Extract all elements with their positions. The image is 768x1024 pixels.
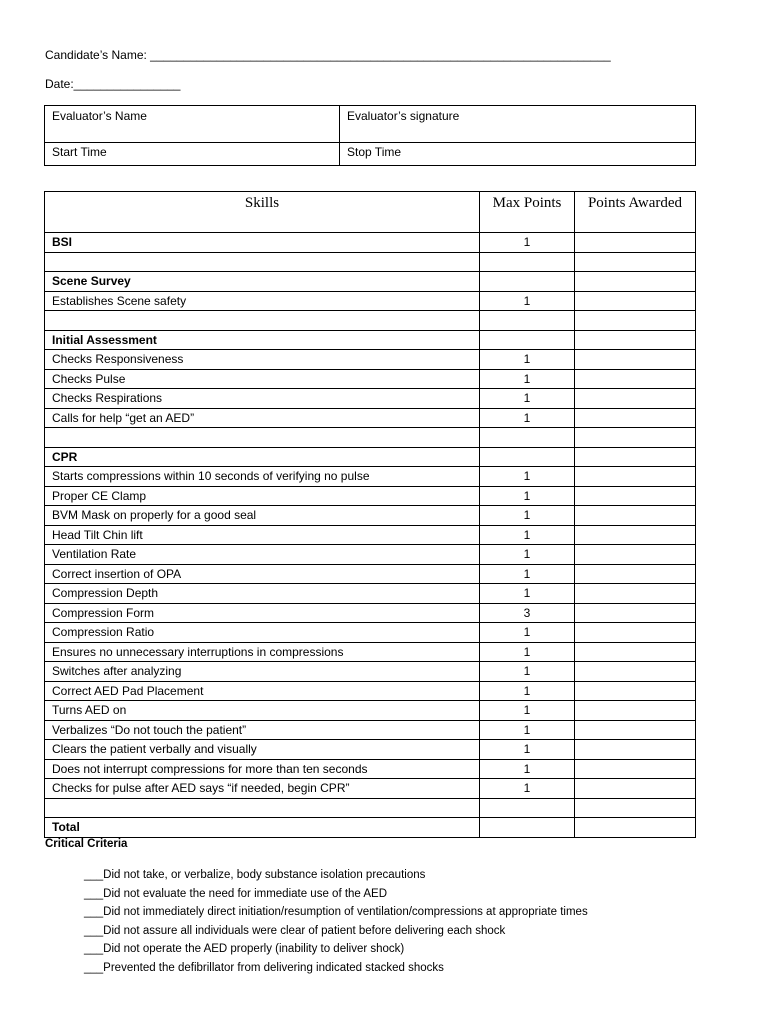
max-points-cell: 1 bbox=[480, 408, 575, 428]
max-points-cell: 1 bbox=[480, 350, 575, 370]
max-points-cell: 1 bbox=[480, 779, 575, 799]
points-awarded-cell[interactable] bbox=[575, 681, 696, 701]
table-row bbox=[45, 642, 696, 662]
max-points-cell: 1 bbox=[480, 564, 575, 584]
points-awarded-cell[interactable] bbox=[575, 564, 696, 584]
points-awarded-cell[interactable] bbox=[575, 233, 696, 253]
table-row bbox=[45, 330, 696, 350]
critical-criteria-item: ___Did not evaluate the need for immediate use of the AED bbox=[84, 887, 388, 900]
table-row bbox=[45, 272, 696, 292]
table-row bbox=[45, 681, 696, 701]
points-awarded-cell[interactable] bbox=[575, 428, 696, 448]
skill-cell: Starts compressions within 10 seconds of verifying no pulse bbox=[45, 467, 480, 487]
points-awarded-cell[interactable] bbox=[575, 603, 696, 623]
date-line: Date:________________ bbox=[45, 77, 181, 91]
table-row bbox=[45, 759, 696, 779]
table-row bbox=[45, 350, 696, 370]
skill-cell: Switches after analyzing bbox=[45, 662, 480, 682]
max-points-cell: 1 bbox=[480, 486, 575, 506]
table-row bbox=[45, 408, 696, 428]
skill-cell: Proper CE Clamp bbox=[45, 486, 480, 506]
skill-cell: Compression Depth bbox=[45, 584, 480, 604]
skill-cell: CPR bbox=[45, 447, 480, 467]
table-row bbox=[45, 564, 696, 584]
header-skills: Skills bbox=[45, 192, 480, 233]
max-points-cell: 1 bbox=[480, 642, 575, 662]
max-points-cell bbox=[480, 272, 575, 292]
table-row bbox=[45, 291, 696, 311]
max-points-cell: 1 bbox=[480, 291, 575, 311]
max-points-cell bbox=[480, 330, 575, 350]
table-row bbox=[45, 720, 696, 740]
table-row bbox=[45, 603, 696, 623]
table-row bbox=[45, 252, 696, 272]
table-row bbox=[45, 584, 696, 604]
max-points-cell bbox=[480, 798, 575, 818]
evaluator-signature-cell: Evaluator’s signature bbox=[340, 106, 696, 143]
max-points-cell: 1 bbox=[480, 506, 575, 526]
skill-cell: Establishes Scene safety bbox=[45, 291, 480, 311]
skill-cell: BSI bbox=[45, 233, 480, 253]
stop-time-cell: Stop Time bbox=[340, 143, 696, 166]
points-awarded-cell[interactable] bbox=[575, 701, 696, 721]
critical-criteria-title: Critical Criteria bbox=[45, 838, 128, 850]
skill-cell: Verbalizes “Do not touch the patient” bbox=[45, 720, 480, 740]
points-awarded-cell[interactable] bbox=[575, 467, 696, 487]
table-row bbox=[45, 467, 696, 487]
skill-cell: Checks for pulse after AED says “if needed, begin CPR” bbox=[45, 779, 480, 799]
skill-cell: BVM Mask on properly for a good seal bbox=[45, 506, 480, 526]
evaluator-table bbox=[44, 105, 696, 166]
max-points-cell: 1 bbox=[480, 389, 575, 409]
skill-cell bbox=[45, 428, 480, 448]
table-row bbox=[45, 662, 696, 682]
skill-cell: Checks Responsiveness bbox=[45, 350, 480, 370]
critical-criteria-item: ___Prevented the defibrillator from delivering indicated stacked shocks bbox=[84, 961, 444, 974]
table-row bbox=[45, 428, 696, 448]
points-awarded-cell[interactable] bbox=[575, 486, 696, 506]
skills-table-header bbox=[45, 192, 696, 233]
table-row bbox=[45, 740, 696, 760]
points-awarded-cell[interactable] bbox=[575, 506, 696, 526]
points-awarded-cell[interactable] bbox=[575, 408, 696, 428]
table-row bbox=[45, 818, 696, 838]
table-row bbox=[45, 233, 696, 253]
skill-cell: Turns AED on bbox=[45, 701, 480, 721]
skill-cell: Checks Pulse bbox=[45, 369, 480, 389]
points-awarded-cell[interactable] bbox=[575, 818, 696, 838]
critical-criteria-item: ___Did not take, or verbalize, body substance isolation precautions bbox=[84, 869, 426, 881]
skill-cell bbox=[45, 311, 480, 331]
table-row bbox=[45, 545, 696, 565]
max-points-cell bbox=[480, 428, 575, 448]
skill-cell: Compression Ratio bbox=[45, 623, 480, 643]
points-awarded-cell[interactable] bbox=[575, 447, 696, 467]
max-points-cell: 1 bbox=[480, 662, 575, 682]
skill-cell bbox=[45, 252, 480, 272]
skill-cell: Scene Survey bbox=[45, 272, 480, 292]
points-awarded-cell[interactable] bbox=[575, 545, 696, 565]
table-row bbox=[45, 779, 696, 799]
points-awarded-cell[interactable] bbox=[575, 798, 696, 818]
points-awarded-cell[interactable] bbox=[575, 291, 696, 311]
points-awarded-cell[interactable] bbox=[575, 720, 696, 740]
max-points-cell: 1 bbox=[480, 467, 575, 487]
max-points-cell: 1 bbox=[480, 623, 575, 643]
skill-cell: Ensures no unnecessary interruptions in compressions bbox=[45, 642, 480, 662]
skill-cell: Head Tilt Chin lift bbox=[45, 525, 480, 545]
start-time-cell: Start Time bbox=[45, 143, 340, 166]
table-row bbox=[45, 447, 696, 467]
skill-cell bbox=[45, 798, 480, 818]
skills-table bbox=[44, 191, 696, 838]
points-awarded-cell[interactable] bbox=[575, 525, 696, 545]
points-awarded-cell[interactable] bbox=[575, 584, 696, 604]
points-awarded-cell[interactable] bbox=[575, 272, 696, 292]
points-awarded-cell[interactable] bbox=[575, 350, 696, 370]
max-points-cell: 1 bbox=[480, 545, 575, 565]
skill-cell: Calls for help “get an AED” bbox=[45, 408, 480, 428]
table-row bbox=[45, 525, 696, 545]
points-awarded-cell[interactable] bbox=[575, 369, 696, 389]
skill-cell: Correct insertion of OPA bbox=[45, 564, 480, 584]
table-row bbox=[45, 369, 696, 389]
candidate-name-line: Candidate’s Name: _____________________________________________________________________ bbox=[45, 48, 611, 62]
max-points-cell: 1 bbox=[480, 701, 575, 721]
max-points-cell: 1 bbox=[480, 584, 575, 604]
header-points-awarded: Points Awarded bbox=[575, 192, 696, 233]
table-row bbox=[45, 798, 696, 818]
table-row bbox=[45, 623, 696, 643]
max-points-cell: 1 bbox=[480, 369, 575, 389]
critical-criteria-list bbox=[84, 866, 588, 978]
points-awarded-cell[interactable] bbox=[575, 623, 696, 643]
points-awarded-cell[interactable] bbox=[575, 389, 696, 409]
points-awarded-cell[interactable] bbox=[575, 740, 696, 760]
skill-cell: Ventilation Rate bbox=[45, 545, 480, 565]
table-row bbox=[45, 311, 696, 331]
max-points-cell: 1 bbox=[480, 740, 575, 760]
max-points-cell bbox=[480, 252, 575, 272]
table-row bbox=[45, 486, 696, 506]
evaluator-name-cell: Evaluator’s Name bbox=[45, 106, 340, 143]
points-awarded-cell[interactable] bbox=[575, 642, 696, 662]
critical-criteria-item: ___Did not immediately direct initiation/resumption of ventilation/compressions at appropriate times bbox=[84, 906, 588, 919]
skill-cell: Initial Assessment bbox=[45, 330, 480, 350]
skill-cell: Correct AED Pad Placement bbox=[45, 681, 480, 701]
points-awarded-cell[interactable] bbox=[575, 662, 696, 682]
points-awarded-cell[interactable] bbox=[575, 759, 696, 779]
table-row bbox=[45, 701, 696, 721]
max-points-cell: 1 bbox=[480, 681, 575, 701]
points-awarded-cell[interactable] bbox=[575, 330, 696, 350]
max-points-cell: 1 bbox=[480, 759, 575, 779]
skill-cell: Clears the patient verbally and visually bbox=[45, 740, 480, 760]
points-awarded-cell[interactable] bbox=[575, 252, 696, 272]
max-points-cell: 1 bbox=[480, 720, 575, 740]
skill-cell: Does not interrupt compressions for more than ten seconds bbox=[45, 759, 480, 779]
max-points-cell: 1 bbox=[480, 233, 575, 253]
skill-cell: Compression Form bbox=[45, 603, 480, 623]
skill-cell: Checks Respirations bbox=[45, 389, 480, 409]
max-points-cell bbox=[480, 447, 575, 467]
points-awarded-cell[interactable] bbox=[575, 311, 696, 331]
max-points-cell: 1 bbox=[480, 525, 575, 545]
critical-criteria-item: ___Did not operate the AED properly (inability to deliver shock) bbox=[84, 943, 405, 956]
max-points-cell: 3 bbox=[480, 603, 575, 623]
max-points-cell bbox=[480, 818, 575, 838]
table-row bbox=[45, 389, 696, 409]
skill-cell: Total bbox=[45, 818, 480, 838]
header-max-points: Max Points bbox=[480, 192, 575, 233]
critical-criteria-item: ___Did not assure all individuals were clear of patient before delivering each shock bbox=[84, 924, 506, 937]
points-awarded-cell[interactable] bbox=[575, 779, 696, 799]
table-row bbox=[45, 506, 696, 526]
max-points-cell bbox=[480, 311, 575, 331]
